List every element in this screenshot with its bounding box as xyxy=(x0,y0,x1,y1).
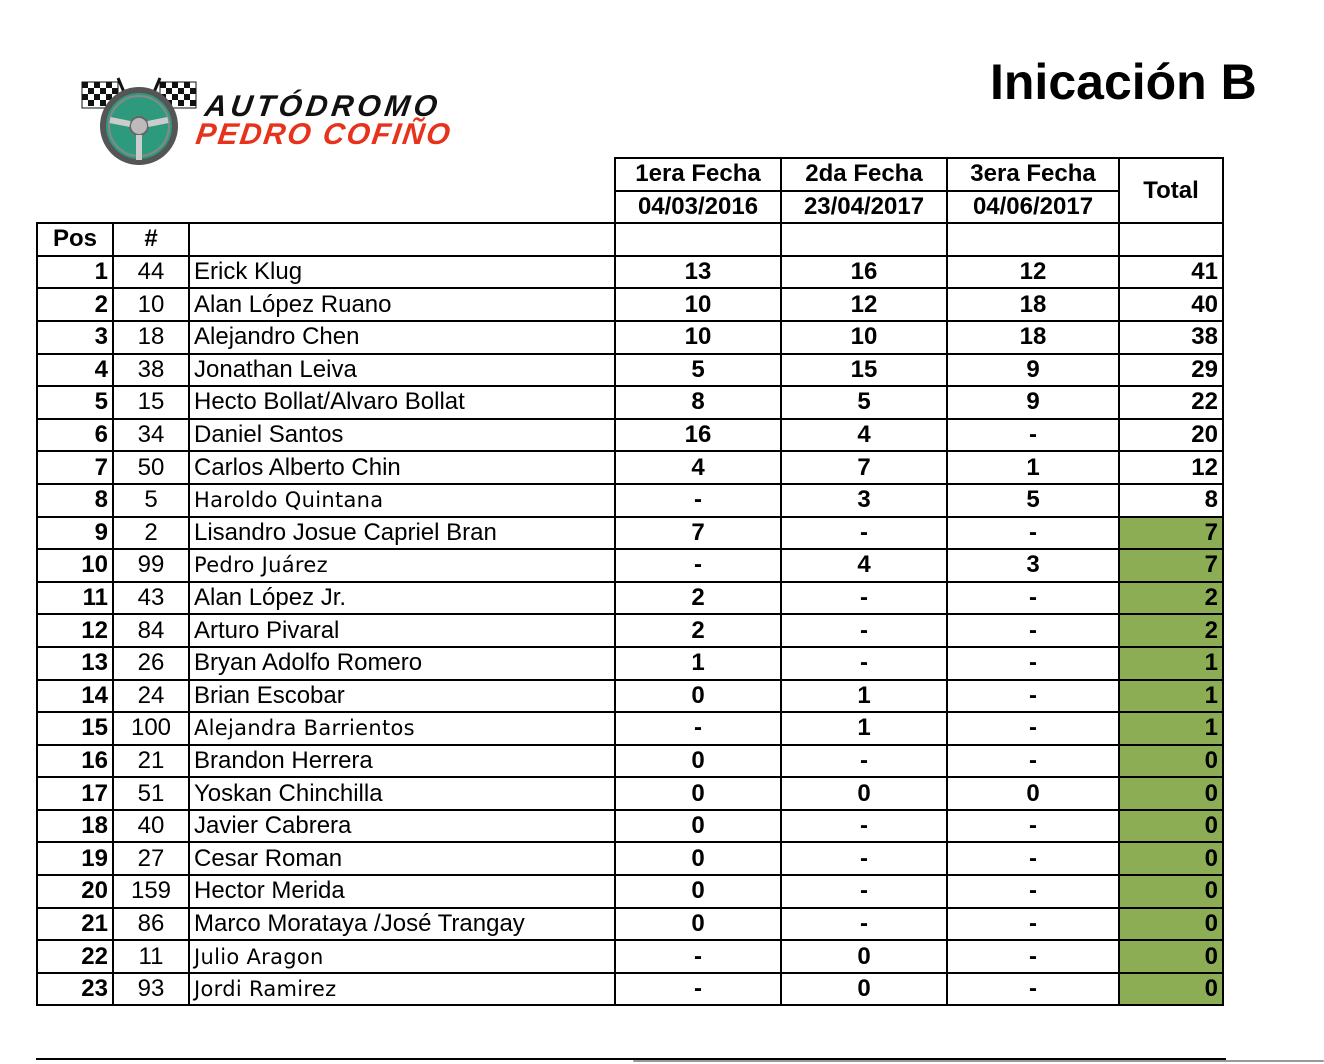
driver-name-cell: Alan López Ruano xyxy=(189,288,615,321)
pos-cell: 7 xyxy=(37,451,113,484)
table-row xyxy=(37,810,1223,843)
fecha-2-points: 1 xyxy=(781,712,947,745)
fecha-3-points: - xyxy=(947,745,1119,778)
fecha-1-points: 0 xyxy=(615,842,781,875)
fecha-2-points: - xyxy=(781,745,947,778)
header-total: Total xyxy=(1119,158,1223,223)
number-cell: 24 xyxy=(113,680,189,713)
driver-name-cell: Javier Cabrera xyxy=(189,810,615,843)
table-row xyxy=(37,777,1223,810)
total-points: 20 xyxy=(1119,419,1223,452)
driver-name-cell: Daniel Santos xyxy=(189,419,615,452)
fecha-2-points: - xyxy=(781,614,947,647)
header-number: # xyxy=(113,223,189,256)
driver-name-cell: Carlos Alberto Chin xyxy=(189,451,615,484)
pos-cell: 10 xyxy=(37,549,113,582)
table-row xyxy=(37,354,1223,387)
table-row xyxy=(37,908,1223,941)
total-points: 2 xyxy=(1119,614,1223,647)
table-row xyxy=(37,647,1223,680)
number-cell: 11 xyxy=(113,940,189,973)
fecha-2-points: 0 xyxy=(781,777,947,810)
number-cell: 40 xyxy=(113,810,189,843)
fecha-2-points: 4 xyxy=(781,419,947,452)
fecha-3-points: - xyxy=(947,908,1119,941)
fecha-2-points: - xyxy=(781,647,947,680)
number-cell: 44 xyxy=(113,256,189,289)
number-cell: 18 xyxy=(113,321,189,354)
total-points: 0 xyxy=(1119,940,1223,973)
total-points: 0 xyxy=(1119,777,1223,810)
fecha-2-points: 12 xyxy=(781,288,947,321)
fecha-3-points: - xyxy=(947,842,1119,875)
fecha-1-points: 0 xyxy=(615,908,781,941)
fecha-1-points: 8 xyxy=(615,386,781,419)
driver-name-cell: Jonathan Leiva xyxy=(189,354,615,387)
fecha-1-points: 0 xyxy=(615,680,781,713)
table-row xyxy=(37,940,1223,973)
table-row xyxy=(37,517,1223,550)
total-points: 1 xyxy=(1119,647,1223,680)
table-row xyxy=(37,484,1223,517)
fecha-3-points: 12 xyxy=(947,256,1119,289)
pos-cell: 11 xyxy=(37,582,113,615)
table-row xyxy=(37,321,1223,354)
header-spacer xyxy=(37,191,615,224)
fecha-3-points: - xyxy=(947,810,1119,843)
fecha-2-points: 7 xyxy=(781,451,947,484)
header-fecha-2: 2da Fecha xyxy=(781,158,947,191)
fecha-1-points: 7 xyxy=(615,517,781,550)
fecha-2-points: - xyxy=(781,517,947,550)
fecha-1-points: 0 xyxy=(615,777,781,810)
driver-name-cell: Lisandro Josue Capriel Bran xyxy=(189,517,615,550)
number-cell: 5 xyxy=(113,484,189,517)
fecha-2-points: 3 xyxy=(781,484,947,517)
total-points: 2 xyxy=(1119,582,1223,615)
driver-name-cell: Hector Merida xyxy=(189,875,615,908)
table-row xyxy=(37,712,1223,745)
fecha-2-points: 16 xyxy=(781,256,947,289)
fecha-1-points: - xyxy=(615,973,781,1006)
header-pos: Pos xyxy=(37,223,113,256)
total-points: 0 xyxy=(1119,810,1223,843)
number-cell: 38 xyxy=(113,354,189,387)
fecha-3-points: - xyxy=(947,647,1119,680)
pos-cell: 12 xyxy=(37,614,113,647)
fecha-1-points: - xyxy=(615,940,781,973)
driver-name-cell: Bryan Adolfo Romero xyxy=(189,647,615,680)
pos-cell: 13 xyxy=(37,647,113,680)
pos-cell: 2 xyxy=(37,288,113,321)
table-row xyxy=(37,745,1223,778)
fecha-1-points: 1 xyxy=(615,647,781,680)
pos-cell: 5 xyxy=(37,386,113,419)
fecha-1-points: 0 xyxy=(615,810,781,843)
fecha-2-points: - xyxy=(781,908,947,941)
header-name xyxy=(189,223,615,256)
fecha-2-points: 4 xyxy=(781,549,947,582)
header-row-fecha xyxy=(37,158,1223,191)
number-cell: 21 xyxy=(113,745,189,778)
fecha-2-points: - xyxy=(781,582,947,615)
fecha-3-points: - xyxy=(947,875,1119,908)
number-cell: 99 xyxy=(113,549,189,582)
header-fecha-1: 1era Fecha xyxy=(615,158,781,191)
driver-name-cell: Alejandro Chen xyxy=(189,321,615,354)
header-empty-1 xyxy=(615,223,781,256)
category-title: Inicación B xyxy=(990,54,1257,110)
table-row xyxy=(37,419,1223,452)
header-row-date xyxy=(37,191,1223,224)
fecha-3-points: 18 xyxy=(947,288,1119,321)
fecha-3-points: 18 xyxy=(947,321,1119,354)
pos-cell: 4 xyxy=(37,354,113,387)
header-empty-total xyxy=(1119,223,1223,256)
total-points: 29 xyxy=(1119,354,1223,387)
driver-name-cell: Pedro Juárez xyxy=(189,549,615,582)
fecha-3-points: 3 xyxy=(947,549,1119,582)
pos-cell: 1 xyxy=(37,256,113,289)
header-fecha-3: 3era Fecha xyxy=(947,158,1119,191)
number-cell: 26 xyxy=(113,647,189,680)
pos-cell: 17 xyxy=(37,777,113,810)
number-cell: 159 xyxy=(113,875,189,908)
number-cell: 93 xyxy=(113,973,189,1006)
fecha-1-points: 2 xyxy=(615,582,781,615)
fecha-1-points: 2 xyxy=(615,614,781,647)
driver-name-cell: Brandon Herrera xyxy=(189,745,615,778)
fecha-2-points: - xyxy=(781,842,947,875)
header-empty-3 xyxy=(947,223,1119,256)
number-cell: 43 xyxy=(113,582,189,615)
driver-name-cell: Arturo Pivaral xyxy=(189,614,615,647)
number-cell: 100 xyxy=(113,712,189,745)
fecha-3-points: 9 xyxy=(947,354,1119,387)
total-points: 22 xyxy=(1119,386,1223,419)
number-cell: 2 xyxy=(113,517,189,550)
brand-name-line2: PEDRO COFIÑO xyxy=(193,118,455,151)
standings-table xyxy=(36,157,1224,1006)
pos-cell: 6 xyxy=(37,419,113,452)
pos-cell: 16 xyxy=(37,745,113,778)
pos-cell: 8 xyxy=(37,484,113,517)
driver-name-cell: Brian Escobar xyxy=(189,680,615,713)
total-points: 0 xyxy=(1119,973,1223,1006)
driver-name-cell: Alejandra Barrientos xyxy=(189,712,615,745)
number-cell: 10 xyxy=(113,288,189,321)
fecha-3-points: - xyxy=(947,614,1119,647)
header-spacer xyxy=(37,158,615,191)
header-empty-2 xyxy=(781,223,947,256)
driver-name-cell: Julio Aragon xyxy=(189,940,615,973)
fecha-3-points: - xyxy=(947,517,1119,550)
pos-cell: 18 xyxy=(37,810,113,843)
fecha-1-points: 10 xyxy=(615,321,781,354)
total-points: 40 xyxy=(1119,288,1223,321)
total-points: 0 xyxy=(1119,875,1223,908)
table-row xyxy=(37,386,1223,419)
number-cell: 27 xyxy=(113,842,189,875)
table-row xyxy=(37,973,1223,1006)
pos-cell: 19 xyxy=(37,842,113,875)
driver-name-cell: Hecto Bollat/Alvaro Bollat xyxy=(189,386,615,419)
table-row xyxy=(37,680,1223,713)
fecha-1-points: 13 xyxy=(615,256,781,289)
table-row xyxy=(37,842,1223,875)
fecha-2-points: 10 xyxy=(781,321,947,354)
table-row xyxy=(37,451,1223,484)
fecha-3-points: 0 xyxy=(947,777,1119,810)
total-points: 7 xyxy=(1119,517,1223,550)
fecha-1-points: 0 xyxy=(615,745,781,778)
pos-cell: 22 xyxy=(37,940,113,973)
header-row-columns xyxy=(37,223,1223,256)
pos-cell: 3 xyxy=(37,321,113,354)
driver-name-cell: Haroldo Quintana xyxy=(189,484,615,517)
total-points: 12 xyxy=(1119,451,1223,484)
number-cell: 34 xyxy=(113,419,189,452)
fecha-3-points: - xyxy=(947,973,1119,1006)
number-cell: 50 xyxy=(113,451,189,484)
total-points: 1 xyxy=(1119,712,1223,745)
header-date-3: 04/06/2017 xyxy=(947,191,1119,224)
number-cell: 84 xyxy=(113,614,189,647)
pos-cell: 21 xyxy=(37,908,113,941)
table-row xyxy=(37,288,1223,321)
number-cell: 15 xyxy=(113,386,189,419)
number-cell: 86 xyxy=(113,908,189,941)
fecha-3-points: 9 xyxy=(947,386,1119,419)
brand-name-line1: AUTÓDROMO xyxy=(202,90,444,123)
fecha-3-points: - xyxy=(947,419,1119,452)
number-cell: 51 xyxy=(113,777,189,810)
fecha-3-points: - xyxy=(947,940,1119,973)
driver-name-cell: Marco Morataya /José Trangay xyxy=(189,908,615,941)
fecha-3-points: - xyxy=(947,680,1119,713)
header-date-1: 04/03/2016 xyxy=(615,191,781,224)
total-points: 7 xyxy=(1119,549,1223,582)
pos-cell: 9 xyxy=(37,517,113,550)
driver-name-cell: Erick Klug xyxy=(189,256,615,289)
pos-cell: 15 xyxy=(37,712,113,745)
table-row xyxy=(37,256,1223,289)
pos-cell: 20 xyxy=(37,875,113,908)
driver-name-cell: Cesar Roman xyxy=(189,842,615,875)
fecha-2-points: 0 xyxy=(781,940,947,973)
fecha-1-points: - xyxy=(615,549,781,582)
pos-cell: 14 xyxy=(37,680,113,713)
fecha-1-points: 16 xyxy=(615,419,781,452)
total-points: 0 xyxy=(1119,842,1223,875)
table-row xyxy=(37,582,1223,615)
total-points: 8 xyxy=(1119,484,1223,517)
page-edge-rule xyxy=(633,1060,1324,1062)
fecha-2-points: 0 xyxy=(781,973,947,1006)
fecha-1-points: - xyxy=(615,712,781,745)
total-points: 41 xyxy=(1119,256,1223,289)
fecha-1-points: 10 xyxy=(615,288,781,321)
fecha-2-points: - xyxy=(781,875,947,908)
total-points: 0 xyxy=(1119,745,1223,778)
header-date-2: 23/04/2017 xyxy=(781,191,947,224)
fecha-1-points: 4 xyxy=(615,451,781,484)
driver-name-cell: Jordi Ramirez xyxy=(189,973,615,1006)
pos-cell: 23 xyxy=(37,973,113,1006)
fecha-2-points: 15 xyxy=(781,354,947,387)
fecha-2-points: 1 xyxy=(781,680,947,713)
fecha-1-points: - xyxy=(615,484,781,517)
driver-name-cell: Yoskan Chinchilla xyxy=(189,777,615,810)
steering-wheel-icon xyxy=(80,74,210,166)
fecha-3-points: - xyxy=(947,712,1119,745)
fecha-1-points: 5 xyxy=(615,354,781,387)
fecha-2-points: 5 xyxy=(781,386,947,419)
table-row xyxy=(37,549,1223,582)
fecha-3-points: 5 xyxy=(947,484,1119,517)
fecha-1-points: 0 xyxy=(615,875,781,908)
total-points: 38 xyxy=(1119,321,1223,354)
table-row xyxy=(37,614,1223,647)
total-points: 0 xyxy=(1119,908,1223,941)
fecha-2-points: - xyxy=(781,810,947,843)
fecha-3-points: 1 xyxy=(947,451,1119,484)
fecha-3-points: - xyxy=(947,582,1119,615)
total-points: 1 xyxy=(1119,680,1223,713)
table-row xyxy=(37,875,1223,908)
driver-name-cell: Alan López Jr. xyxy=(189,582,615,615)
